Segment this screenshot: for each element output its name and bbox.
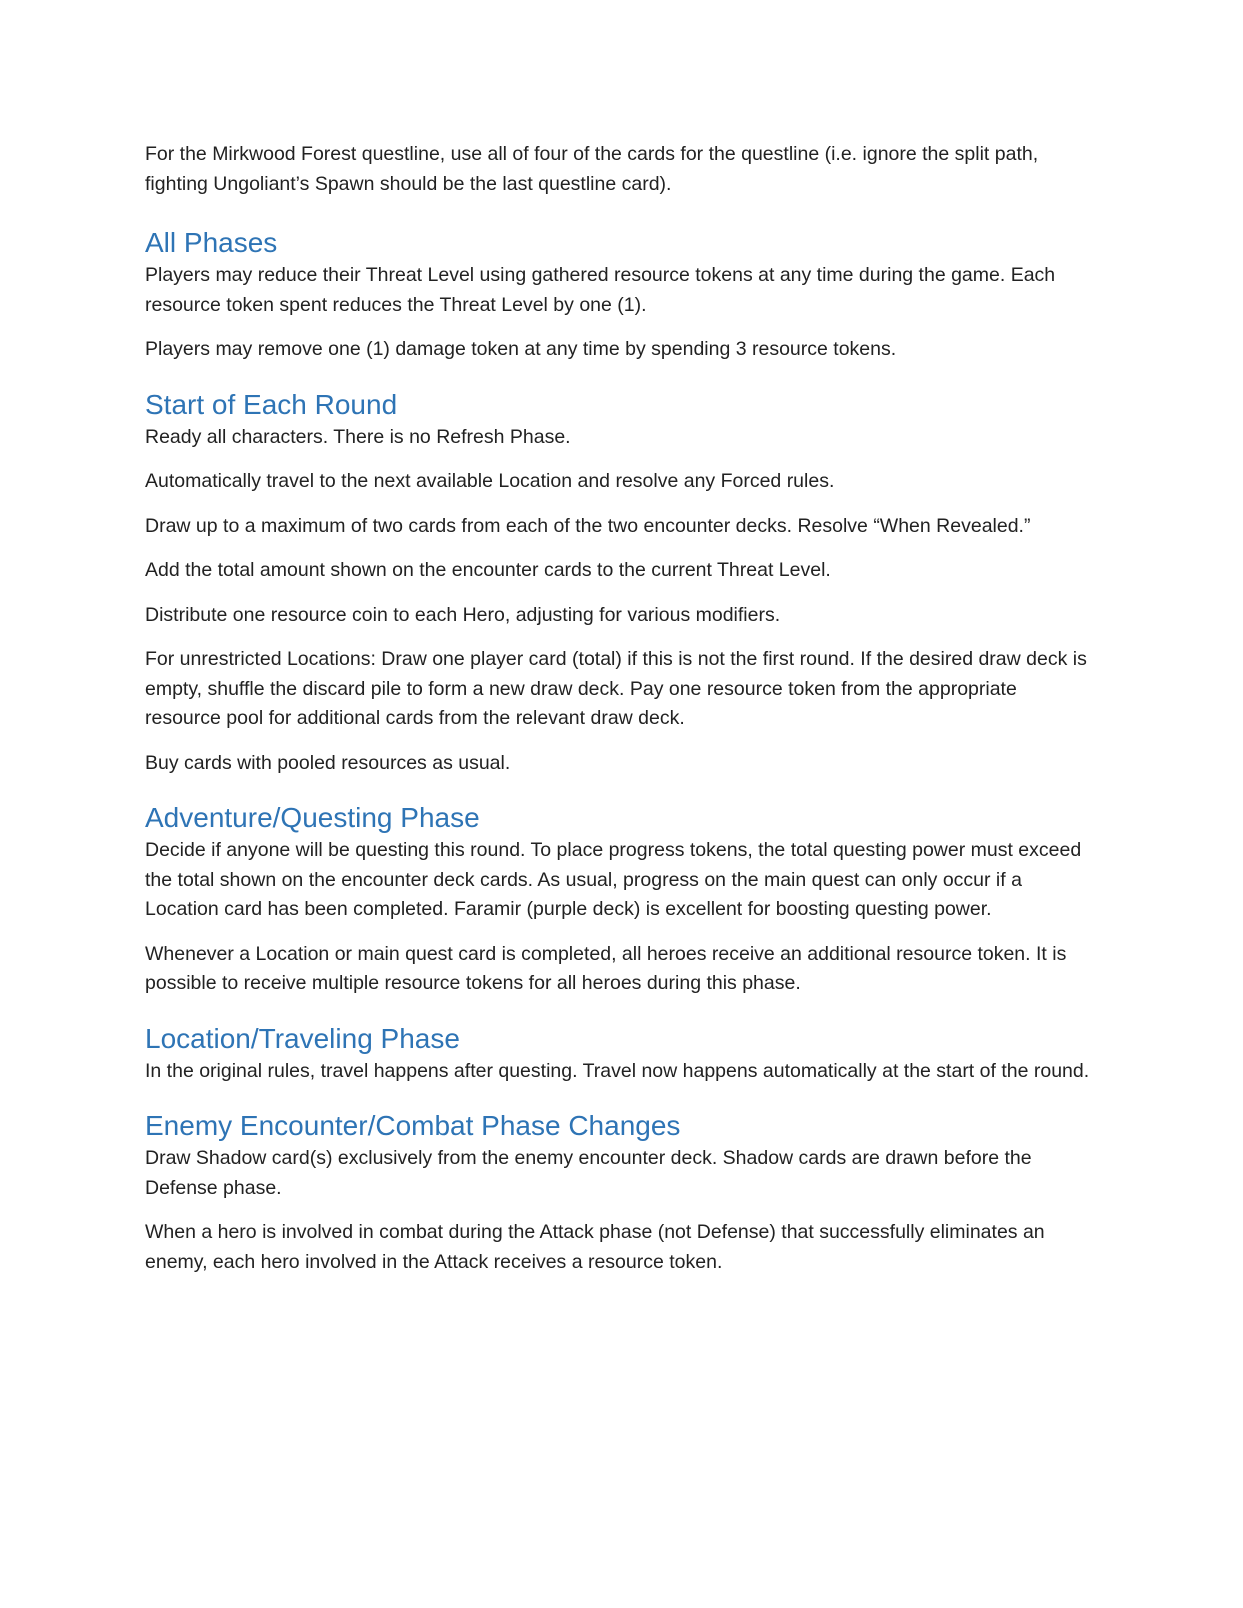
section-enemy-encounter-combat <box>145 1108 1090 1277</box>
paragraph: Ready all characters. There is no Refresh Phase. <box>145 425 571 448</box>
paragraph: Decide if anyone will be questing this round. To place progress tokens, the total questing power must exceed the total shown on the encounter deck cards. As usual, progress on the main quest can only occur if a Location card has been completed. Faramir (purple deck) is excellent for boosting questing power. <box>145 839 1082 920</box>
paragraph: Whenever a Location or main quest card is completed, all heroes receive an additional resource token. It is possible to receive multiple resource tokens for all heroes during this phase. <box>145 942 1067 994</box>
paragraph: Add the total amount shown on the encounter cards to the current Threat Level. <box>145 559 831 581</box>
paragraph: Draw up to a maximum of two cards from each of the two encounter decks. Resolve “When Revealed.” <box>145 514 1031 537</box>
section-all-phases <box>145 225 1090 365</box>
section-heading: Start of Each Round <box>145 388 398 420</box>
section-heading: Location/Traveling Phase <box>145 1022 460 1054</box>
section-start-of-each-round <box>145 387 1090 779</box>
section-heading: Adventure/Questing Phase <box>145 802 480 833</box>
paragraph: In the original rules, travel happens after questing. Travel now happens automatically at the start of the round. <box>145 1059 1090 1082</box>
paragraph: When a hero is involved in combat during the Attack phase (not Defense) that successfully eliminates an enemy, each hero involved in the Attack receives a resource token. <box>145 1221 1045 1273</box>
paragraph: Players may remove one (1) damage token at any time by spending 3 resource tokens. <box>145 338 897 360</box>
paragraph: Buy cards with pooled resources as usual. <box>145 751 511 774</box>
section-location-traveling-phase <box>145 1021 1090 1087</box>
section-heading: Enemy Encounter/Combat Phase Changes <box>145 1110 681 1141</box>
paragraph: Automatically travel to the next available Location and resolve any Forced rules. <box>145 470 835 492</box>
section-adventure-questing-phase <box>145 800 1090 999</box>
intro-paragraph: For the Mirkwood Forest questline, use all of four of the cards for the questline (i.e. ignore the split path, fighting Ungoliant’s Spawn should be the last questline card). <box>145 143 1039 195</box>
document-page <box>145 140 1090 1299</box>
paragraph: For unrestricted Locations: Draw one player card (total) if this is not the first round. If the desired draw deck is empty, shuffle the discard pile to form a new draw deck. Pay one resource token from the appropriate resource pool for additional cards from the relevant draw deck. <box>145 648 1087 729</box>
paragraph: Distribute one resource coin to each Hero, adjusting for various modifiers. <box>145 603 781 626</box>
paragraph: Players may reduce their Threat Level using gathered resource tokens at any time during the game. Each resource token spent reduces the Threat Level by one (1). <box>145 264 1056 316</box>
section-heading: All Phases <box>145 227 278 258</box>
paragraph: Draw Shadow card(s) exclusively from the enemy encounter deck. Shadow cards are drawn before the Defense phase. <box>145 1147 1032 1199</box>
